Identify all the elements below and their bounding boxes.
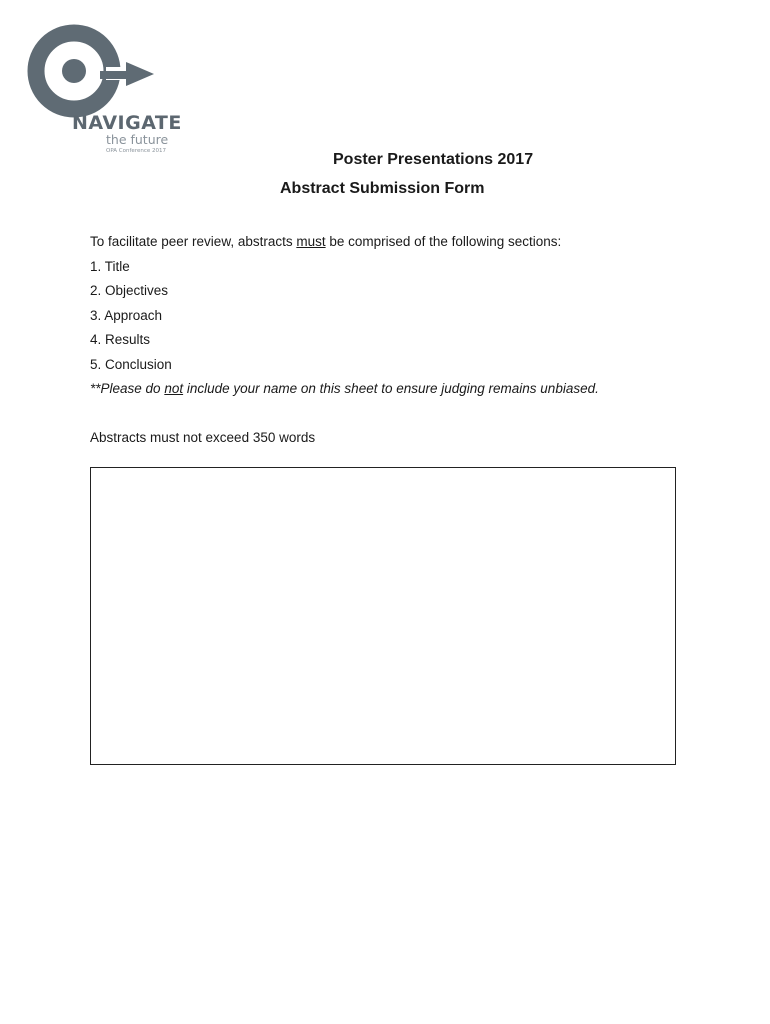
instructions-intro: To facilitate peer review, abstracts must be comprised of the following sections: — [90, 234, 562, 249]
section-item-approach: 3. Approach — [90, 308, 163, 323]
form-title: Abstract Submission Form — [280, 180, 485, 197]
anonymity-note: **Please do not include your name on this sheet to ensure judging remains unbiased. — [90, 381, 599, 396]
logo-tagline: the future — [106, 132, 169, 147]
emphasis-not: not — [164, 381, 184, 396]
page-title: Poster Presentations 2017 — [333, 151, 534, 168]
navigate-logo — [26, 22, 196, 157]
section-item-objectives: 2. Objectives — [90, 283, 169, 298]
abstract-text-box[interactable] — [90, 467, 676, 765]
logo-subline: OPA Conference 2017 — [106, 148, 166, 154]
section-item-conclusion: 5. Conclusion — [90, 357, 172, 372]
emphasis-must: must — [296, 234, 326, 249]
section-item-title: 1. Title — [90, 259, 130, 274]
navigate-logo-mark-icon — [26, 22, 161, 122]
section-item-results: 4. Results — [90, 332, 151, 347]
logo-wordmark: NAVIGATE — [72, 112, 182, 134]
word-limit-note: Abstracts must not exceed 350 words — [90, 430, 316, 445]
